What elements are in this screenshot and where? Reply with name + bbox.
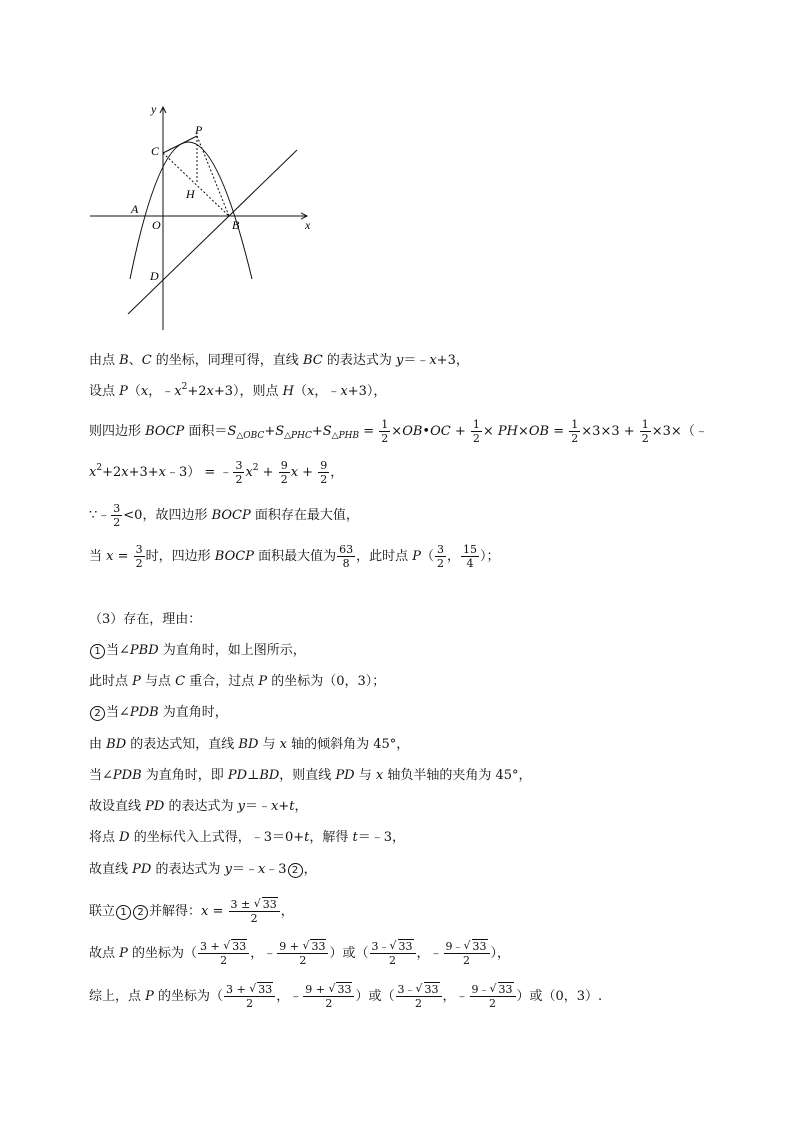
text-line-18: 综上，点 P 的坐标为（ $\frac{3 + √ 33}{2}$ ，﹣ $\frac{9 + √ 33}{2}$ ）或（ $\frac{3﹣√ 33}{2}$ ，﹣ $\frac{9﹣√ 33}{2}$ ）或（0，3）. xyxy=(89,983,602,1010)
segment-cb xyxy=(163,153,229,216)
text-line-9: 此时点 P 与点 C 重合，过点 P 的坐标为（0，3）； xyxy=(89,674,386,689)
text-line-16: 联立 1 2 并解得：x = $\frac{3 \pm √ 33}{2}$ ， xyxy=(89,898,294,925)
label-b: B xyxy=(232,218,240,232)
label-h: H xyxy=(186,187,195,201)
text-line-3: 则四边形 BOCP 面积$=S_{\triangle OBC}+S_{\triangle PHC}+S_{\triangle PHB}$ = $\frac{1}{2}$ ×OB•OC + $\frac{1}{2}$ × PH×OB = $\frac{1}{2}$ ×3×3 + $\frac{1}{2}$ ×3×（﹣ xyxy=(89,418,708,445)
text-line-8: 1 当∠PBD 为直角时，如上图所示， xyxy=(89,642,306,660)
text-line-15: 故直线 PD 的表达式为 y＝﹣x﹣3 2 ， xyxy=(89,862,317,877)
text-line-17: 故点 P 的坐标为（ $\frac{3 + √ 33}{2}$ ，﹣ $\frac{9 + √ 33}{2}$ ）或（ $\frac{3﹣√ 33}{2}$ ，﹣ $\frac{9﹣√ 33}{2}$ ）， xyxy=(89,940,510,967)
text-line-11: 由 BD 的表达式知，直线 BD 与 x 轴的倾斜角为 45°， xyxy=(89,737,410,752)
label-a: A xyxy=(131,202,139,216)
label-y: y xyxy=(151,102,157,116)
segment-pb xyxy=(197,136,229,216)
text-line-12: 当∠PDB 为直角时，即 PD⊥BD，则直线 PD 与 x 轴负半轴的夹角为 45°， xyxy=(89,768,532,783)
coordinate-diagram xyxy=(85,97,325,337)
label-d: D xyxy=(150,269,159,283)
label-o: O xyxy=(152,218,161,232)
label-p: P xyxy=(195,123,203,137)
text-line-2: 设点 P（x，$﹣x^2+2x+3$），则点 H（x，﹣x+3）， xyxy=(89,382,387,399)
text-line-14: 将点 D 的坐标代入上式得，﹣3＝0+t，解得 t＝﹣3， xyxy=(89,830,406,845)
segment-cp xyxy=(163,136,197,153)
text-line-5: ∵﹣ $\frac{3}{2}$ <0，故四边形 BOCP 面积存在最大值， xyxy=(89,502,359,529)
text-line-6: 当 x = $\frac{3}{2}$ 时，四边形 BOCP 面积最大值为 $\frac{63}{8}$ ，此时点 P（ $\frac{3}{2}$ ， $\frac{15}{4}$ ）； xyxy=(89,543,500,570)
text-line-10: 2 当∠PDB 为直角时， xyxy=(89,704,228,722)
text-line-4: $x^2+2x+3+x﹣3$） = ﹣ $\frac{3}{2}$ $x^2$ + $\frac{9}{2}$ x + $\frac{9}{2}$ ， xyxy=(89,459,344,486)
parabola-figure xyxy=(85,97,325,337)
text-line-1: 由点 B、C 的坐标，同理可得，直线 BC 的表达式为 y＝﹣x+3， xyxy=(89,353,469,368)
parabola-curve xyxy=(130,142,252,279)
text-line-13: 故设直线 PD 的表达式为 y＝﹣x+t， xyxy=(89,799,308,814)
text-line-7: （3）存在，理由： xyxy=(89,612,202,627)
label-x: x xyxy=(305,218,311,232)
label-c: C xyxy=(151,144,160,158)
